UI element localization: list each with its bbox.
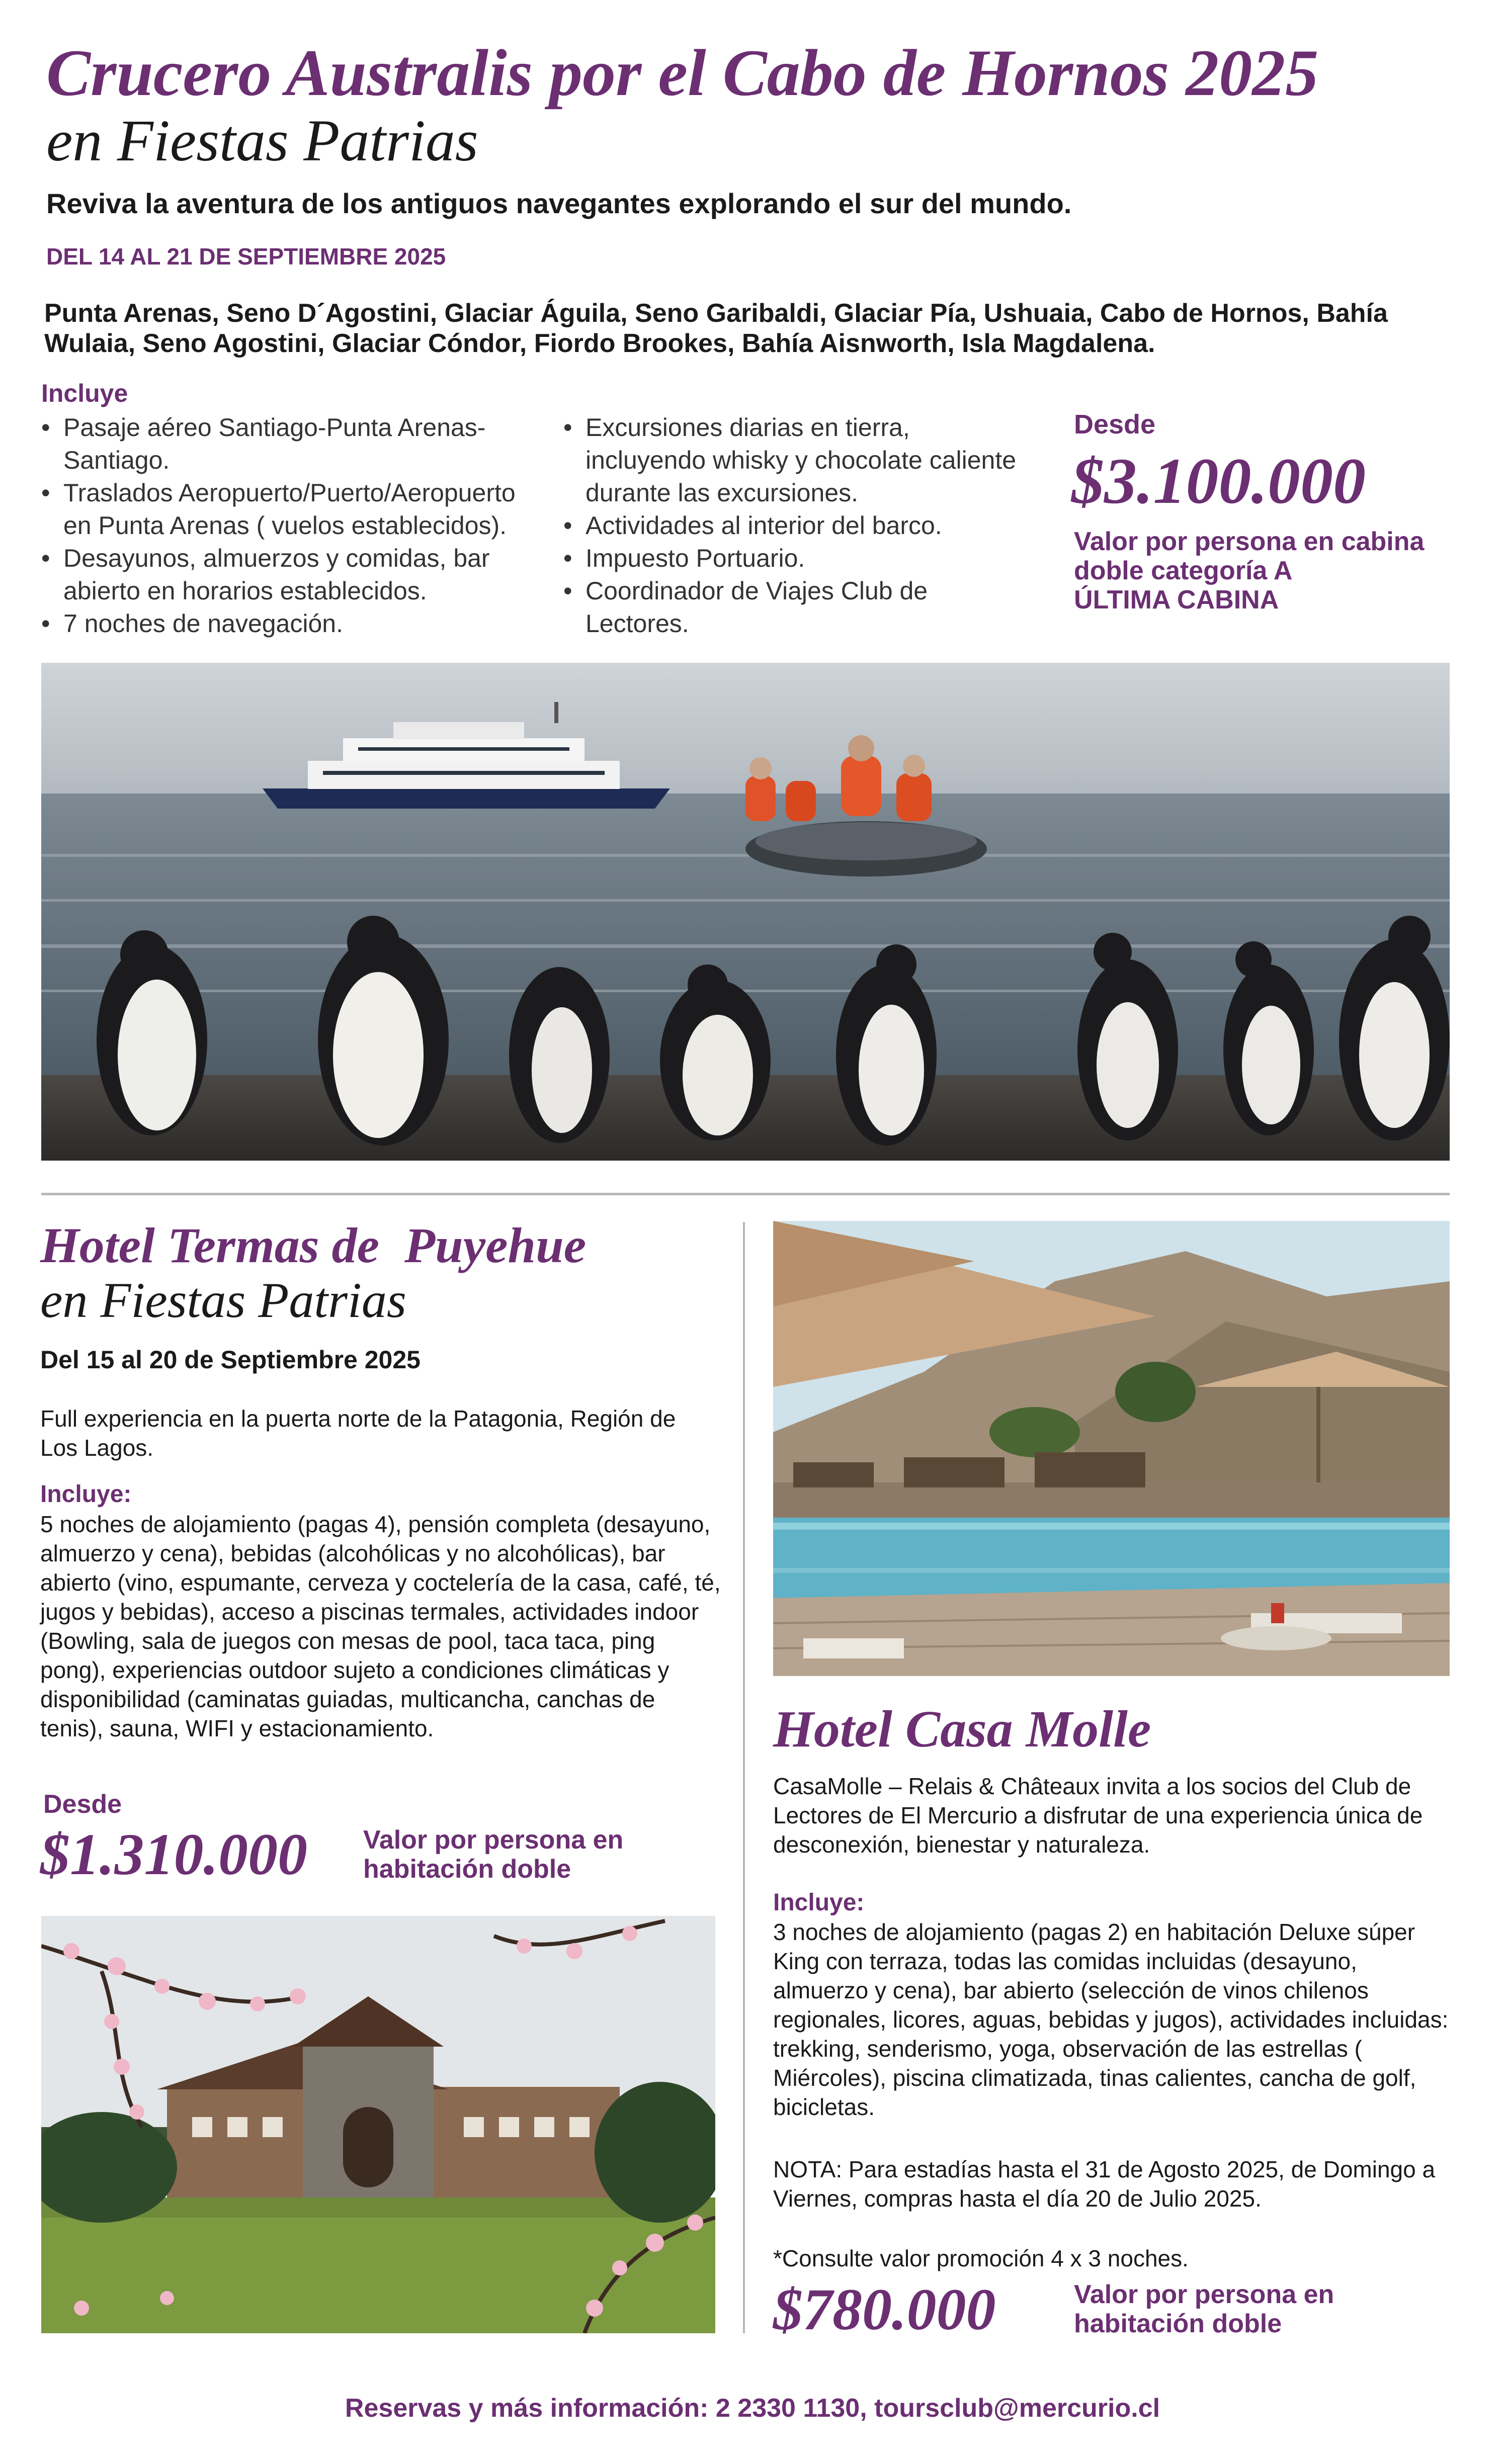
casamolle-description: CasaMolle – Relais & Châteaux invita a los socios del Club de Lectores de El Mercurio a disfrutar de una experiencia única de desconexión, bienestar y naturaleza.	[773, 1773, 1423, 1858]
puyehue-dates: Del 15 al 20 de Septiembre 2025	[40, 1346, 421, 1374]
list-item: • Excursiones diarias en tierra, incluyendo whisky y chocolate caliente durante las excursiones.	[563, 411, 1036, 509]
list-item: • Actividades al interior del barco.	[563, 509, 1036, 542]
casamolle-title: Hotel Casa Molle	[773, 1700, 1151, 1758]
casamolle-promo: *Consulte valor promoción 4 x 3 noches.	[773, 2245, 1189, 2271]
puyehue-from-label: Desde	[43, 1790, 122, 1819]
puyehue-hotel-photo	[41, 1916, 715, 2333]
puyehue-price-note: Valor por persona en habitación doble	[363, 1825, 624, 1884]
list-item: • Coordinador de Viajes Club de Lectores.	[563, 575, 1036, 640]
casamolle-includes-text: 3 noches de alojamiento (pagas 2) en habitación Deluxe súper King con terraza, todas las comidas incluidas (desayuno, almuerzo y cena), bar abierto (selección de vinos chilenos regionales, licores, aguas, bebidas y jugos), actividades incluidas: trekking, senderismo, yoga, observación de las estrellas ( Miércoles), piscina climatizada, tinas calientes, cancha de golf, bicicletas.	[773, 1919, 1449, 2120]
puyehue-description: Full experiencia en la puerta norte de la Patagonia, Región de Los Lagos.	[40, 1405, 676, 1461]
cruise-dates: DEL 14 AL 21 DE SEPTIEMBRE 2025	[46, 243, 446, 270]
list-item: • 7 noches de navegación.	[41, 607, 524, 640]
cruise-title: Crucero Australis por el Cabo de Hornos 2025	[46, 36, 1319, 110]
cruise-from-label: Desde	[1074, 409, 1156, 439]
list-item: • Impuesto Portuario.	[563, 542, 1036, 575]
cruise-tagline: Reviva la aventura de los antiguos navegantes explorando el sur del mundo.	[46, 188, 1072, 219]
puyehue-subtitle: en Fiestas Patrias	[40, 1272, 406, 1328]
casamolle-price-note: Valor por persona en habitación doble	[1074, 2280, 1334, 2338]
list-item: • Desayunos, almuerzos y comidas, bar abierto en horarios establecidos.	[41, 542, 524, 607]
list-item: • Pasaje aéreo Santiago-Punta Arenas-Santiago.	[41, 411, 524, 477]
casamolle-includes-label: Incluye:	[773, 1889, 865, 1916]
list-item: • Traslados Aeropuerto/Puerto/Aeropuerto en Punta Arenas ( vuelos establecidos).	[41, 477, 524, 542]
footer-contact: 2 2330 1130, toursclub@mercurio.cl	[715, 2394, 1160, 2423]
casamolle-pool-photo	[773, 1221, 1450, 1676]
puyehue-includes-text: 5 noches de alojamiento (pagas 4), pensión completa (desayuno, almuerzo y cena), bebidas (alcohólicas y no alcohólicas), bar abierto (vino, espumante, cerveza y coctelería de la casa, café, té, jugos y bebidas), acceso a piscinas termales, actividades indoor (Bowling, sala de juegos con mesas de pool, taca taca, ping pong), experiencias outdoor sujeto a condiciones climáticas y disponibilidad (caminatas guiadas, multicancha, canchas de tenis), sauna, WIFI y estacionamiento.	[40, 1511, 721, 1741]
cruise-price-note: Valor por persona en cabina doble categoría A	[1074, 527, 1425, 585]
footer	[0, 2393, 1505, 2424]
cruise-includes-col2	[563, 411, 1036, 640]
section-divider	[41, 1193, 1450, 1195]
column-divider	[743, 1222, 745, 2333]
cruise-includes-col1	[41, 411, 524, 640]
casamolle-price: $780.000	[773, 2276, 996, 2342]
cruise-includes-label: Incluye	[41, 379, 128, 407]
cruise-route: Punta Arenas, Seno D´Agostini, Glaciar Águila, Seno Garibaldi, Glaciar Pía, Ushuaia, Cabo de Hornos, Bahía Wulaia, Seno Agostini, Glaciar Cóndor, Fiordo Brookes, Bahía Aisnworth, Isla Magdalena.	[44, 299, 1388, 358]
puyehue-includes-label: Incluye:	[40, 1481, 132, 1508]
casamolle-note: NOTA: Para estadías hasta el 31 de Agosto 2025, de Domingo a Viernes, compras hasta el día 20 de Julio 2025.	[773, 2156, 1436, 2212]
puyehue-title: Hotel Termas de Puyehue	[40, 1217, 587, 1273]
cruise-penguins-photo	[41, 663, 1450, 1161]
cruise-subtitle: en Fiestas Patrias	[46, 108, 478, 173]
cruise-price: $3.100.000	[1071, 445, 1366, 517]
puyehue-price: $1.310.000	[40, 1821, 307, 1887]
cruise-last-cabin: ÚLTIMA CABINA	[1074, 585, 1279, 614]
footer-label: Reservas y más información:	[345, 2394, 709, 2423]
